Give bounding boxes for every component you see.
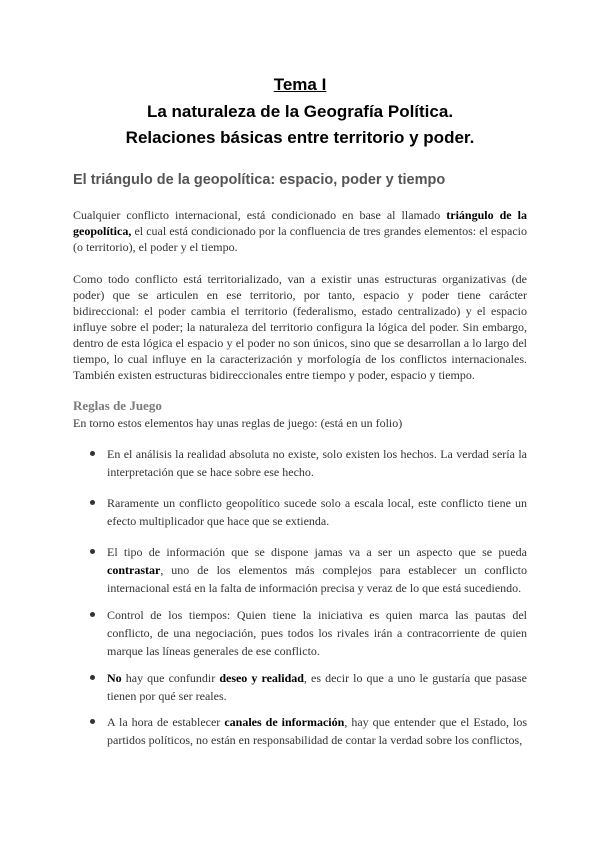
paragraph-1 — [73, 207, 527, 255]
section-heading-triangle: El triángulo de la geopolítica: espacio, poder y tiempo — [73, 172, 446, 188]
list-item — [90, 494, 527, 530]
list-item — [90, 445, 527, 481]
bullet-icon — [90, 451, 95, 456]
paragraph-2: Como todo conflicto está territorializado, van a existir unas estructuras organizativas (de poder) que se articulen en ese territorio, por tanto, espacio y poder tiene carácter bidireccional: el poder cambia el territorio (federalismo, estado centralizado) y el espacio influye sobre el poder; la naturaleza del territorio configura la lógica del poder. Sin embargo, dentro de esta lógica el espacio y el poder no son únicos, sino que se desarrollan a lo largo del tiempo, lo cual influye en la caracterización y morfología de los conflictos internacionales. También existen estructuras bidireccionales entre tiempo y poder, espacio y tiempo. — [73, 272, 527, 382]
list-item — [90, 669, 527, 705]
list-item-bold: contrastar — [107, 563, 161, 577]
bullet-icon — [90, 549, 95, 554]
list-item-text: hay que confundir — [121, 671, 220, 685]
bullet-icon — [90, 612, 95, 617]
main-title: La naturaleza de la Geografía Política. — [146, 102, 454, 121]
section-heading-rules: Reglas de Juego — [73, 398, 162, 413]
rules-intro: En torno estos elementos hay unas reglas de juego: (está en un folio) — [73, 416, 403, 430]
bullet-icon — [90, 500, 95, 505]
list-item-text: Control de los tiempos: Quien tiene la iniciativa es quien marca las pautas del conflicto, de una negociación, pues todos los rivales irán a contracorriente de quien marque las líneas generales de ese conflicto. — [107, 608, 527, 658]
paragraph-1-text-a: Cualquier conflicto internacional, está condicionado en base al llamado — [73, 208, 447, 222]
list-item-text: , hay que entender que el Estado, los partidos políticos, no están en responsabilidad de contar la verdad sobre los conflictos, — [107, 715, 527, 747]
subtitle: Relaciones básicas entre territorio y poder. — [125, 128, 475, 147]
list-item-text: , es decir lo que a uno le gustaría que pasase tienen por qué ser reales. — [107, 671, 527, 703]
list-item-bold: No — [107, 671, 122, 685]
list-item-text: A la hora de establecer — [107, 715, 225, 729]
list-item-bold: deseo y realidad — [219, 671, 304, 685]
paragraph-1-bold: triángulo de la geopolítica, — [73, 208, 528, 238]
bullet-icon — [90, 675, 95, 680]
paragraph-1-text-c: el cual está condicionado por la confluencia de tres grandes elementos: el espacio (o territorio), el poder y el tiempo. — [73, 224, 527, 254]
list-item — [90, 543, 527, 597]
title-block — [0, 74, 600, 151]
list-item-text: , uno de los elementos más complejos para establecer un conflicto internacional está en la falta de información precisa y veraz de lo que está sucediendo. — [107, 563, 527, 595]
list-item — [90, 606, 527, 660]
list-item — [90, 713, 527, 749]
topic-title: Tema I — [273, 75, 327, 94]
bullet-icon — [90, 719, 95, 724]
list-item-text: El tipo de información que se dispone jamas va a ser un aspecto que se pueda — [107, 545, 527, 559]
list-item-text: Raramente un conflicto geopolítico sucede solo a escala local, este conflicto tiene un efecto multiplicador que hace que se extienda. — [107, 496, 527, 528]
list-item-bold: canales de información — [224, 715, 345, 729]
list-item-text: En el análisis la realidad absoluta no existe, solo existen los hechos. La verdad sería la interpretación que se hace sobre ese hecho. — [107, 447, 527, 479]
